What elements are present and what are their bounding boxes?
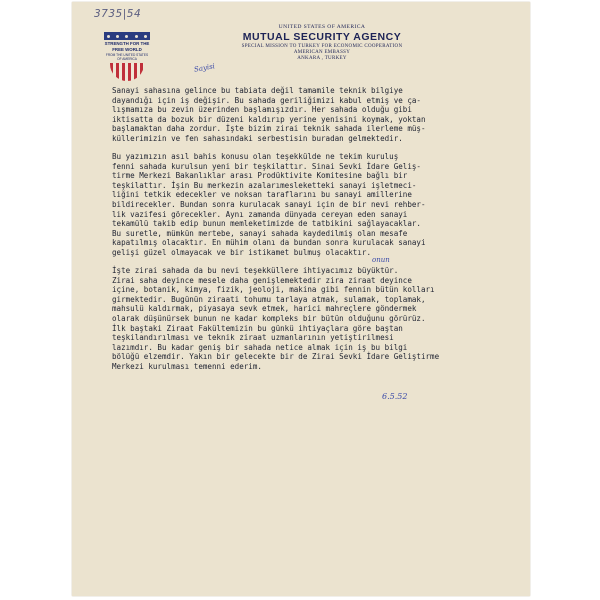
handwritten-margin-note: Sayisi <box>193 62 216 74</box>
emblem-stars <box>104 32 150 40</box>
letterhead <box>192 24 452 62</box>
text-line: lik vazifesi görecekler. Aynı zamanda dünyada cereyan eden sanayi <box>112 209 408 219</box>
text-line: kapatılmış olacaktır. En mühim olanı da bundan sonra kurulacak sanayi <box>112 238 426 248</box>
text-line: gelişi güzel olmayacak ve bir istikamet bulmuş olacaktır. <box>112 248 371 257</box>
text-line: olarak düşünürsek bunun ne kadar kompleks bir bütün olduğunu görürüz. <box>112 314 426 324</box>
text-line: İlk baştaki Ziraat Fakültemizin bu günkü ihtiyaçlara göre baştan <box>112 323 403 333</box>
letterhead-embassy: AMERICAN EMBASSY <box>293 50 351 55</box>
text-line: fenni sahada kurulsun yeni bir teşkilattır. Sinai Sevki İdare Geliş- <box>112 161 421 171</box>
text-line: bölüğü elzemdir. Yakın bir gelecekte bir de Zirai Sevki İdare Geliştirme <box>112 352 440 362</box>
paragraph-3 <box>112 266 517 372</box>
text-line: girmektedir. Bugünün ziraati tohumu tarlaya atmak, sulamak, toplamak, <box>112 294 426 304</box>
emblem-line-2: FREE WORLD <box>112 47 142 52</box>
paragraph-1 <box>112 86 517 144</box>
text-line: teşkilandırılması ve teknik ziraat uzmanlarının yetiştirilmesi <box>112 333 394 343</box>
text-line: Bu yazımızın asıl bahis konusu olan teşekkülde ne tekim kuruluş <box>112 152 399 162</box>
emblem-line-3: FROM THE UNITED STATES OF AMERICA <box>105 53 149 61</box>
text-line: içine, botanik, kimya, fizik, jeoloji, makina gibi fennin bütün kolları <box>112 285 435 295</box>
letterhead-city: ANKARA , TURKEY <box>297 56 347 61</box>
agency-emblem <box>104 32 150 82</box>
text-line: dayandığı için iş değişir. Bu sahada geriliğimizi kabul etmiş ve ça- <box>112 95 421 105</box>
text-line: bildirecekler. Bundan sonra kurulacak sanayi için de bir nevi rehber- <box>112 200 426 210</box>
text-line: liğini tetkik edecekler ve noksan taraflarını bu sanayi amillerine <box>112 190 412 200</box>
text-line: Sanayi sahasına gelince bu tabiata değil tamamile teknik bilgiye <box>112 86 403 95</box>
text-line: küllerimizin ve fen sahasındaki serbestisin buradan gelmektedir. <box>112 133 403 143</box>
text-line: İşte zirai sahada da bu nevi teşekküllere ihtiyacımız büyüktür. <box>112 266 399 276</box>
handwritten-date: 6.5.52 <box>382 392 408 401</box>
text-line: lazımdır. Bu kadar geniş bir sahada netice almak için iş bu bilgi <box>112 342 408 352</box>
text-line: lışmamıza bu zevin üzerinden başlamışızdır. Her sahada olduğu gibi <box>112 105 412 115</box>
text-line: iktisatta da bozuk bir düzeni kaldırıp yerine yenisini koymak, yoktan <box>112 114 426 124</box>
text-line: Merkezi kurulması temenni ederim. <box>112 362 262 372</box>
letterhead-country: UNITED STATES OF AMERICA <box>278 24 366 30</box>
letterhead-mission: SPECIAL MISSION TO TURKEY FOR ECONOMIC COOPERATION <box>241 44 403 49</box>
emblem-line-1: STRENGTH FOR THE <box>104 41 150 46</box>
document-sheet <box>72 2 530 596</box>
text-line: tekamülü takib edip bunun memleketimizde de tatbikini sağlayacaklar. <box>112 219 421 229</box>
emblem-stripes <box>110 63 144 81</box>
paragraph-2 <box>112 152 517 258</box>
text-line: başlamaktan daha zordur. İşte bizim zirai teknik sahada ilerleme müş- <box>112 124 426 134</box>
text-line: mahsulü kaldırmak, piyasaya sevk etmek, harici mahreçlere göndermek <box>112 304 417 314</box>
text-line: teşkilattır. İşin Bu merkezin azalarımesleketteki sanayi işletmeci- <box>112 180 417 190</box>
text-line: Zirai saha deyince mesele daha genişlemektedir zira ziraat deyince <box>112 275 412 285</box>
archive-reference: 3735|54 <box>94 8 142 20</box>
text-line: tirme Merkezi Bakanlıklar arası Prodüktivite Komitesine bağlı bir <box>112 171 408 181</box>
letter-body <box>112 86 517 380</box>
handwritten-insert-note: onun <box>372 256 390 264</box>
text-line: Bu suretle, mümkün mertebe, sanayi sahada kaydedilmiş olan mesafe <box>112 228 408 238</box>
letterhead-agency: MUTUAL SECURITY AGENCY <box>242 31 402 43</box>
